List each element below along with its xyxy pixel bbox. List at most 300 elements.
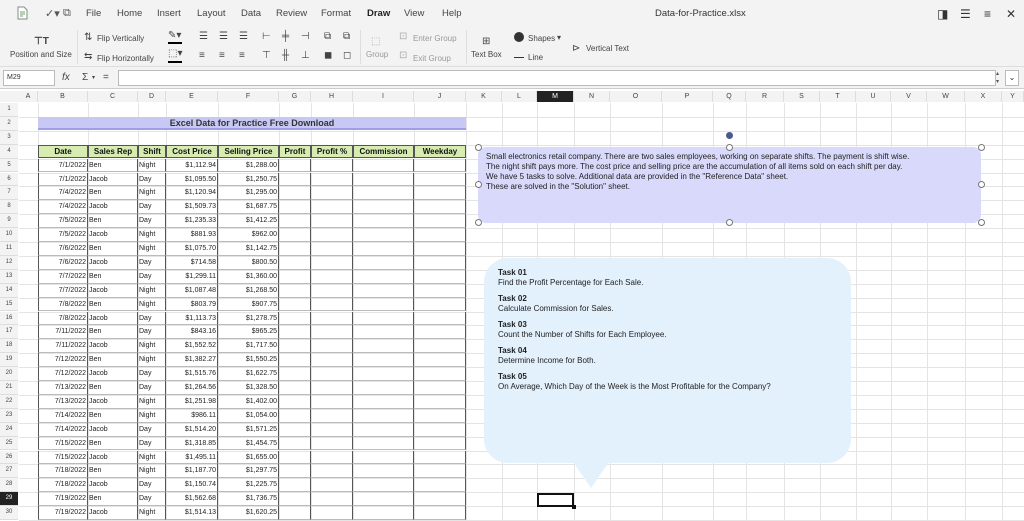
column-header[interactable]: K [466,91,502,102]
resize-handle[interactable] [475,181,482,188]
group-button[interactable]: Group [366,50,389,59]
flip-vertically-button[interactable]: Flip Vertically [97,34,145,43]
column-header[interactable]: O [610,91,662,102]
name-box[interactable]: M29 [3,70,55,86]
line-button[interactable]: Line [528,53,544,62]
table-cell[interactable]: Ben [88,381,138,395]
table-cell[interactable]: 7/8/2022 [38,298,88,312]
table-cell[interactable]: Ben [88,464,138,478]
table-cell[interactable] [414,284,466,298]
row-header[interactable]: 2 [0,117,18,131]
table-cell[interactable]: $965.25 [218,325,279,339]
expand-formula-icon[interactable]: ⌄ [1005,70,1019,86]
align-bottom-icon[interactable]: ⊥ [301,50,310,61]
resize-handle[interactable] [726,144,733,151]
align-left-text-icon[interactable]: ≡ [199,50,205,61]
table-cell[interactable] [353,339,414,353]
table-cell[interactable] [279,284,311,298]
formula-input[interactable] [118,70,996,86]
table-cell[interactable]: 7/12/2022 [38,353,88,367]
table-cell[interactable]: $1,620.25 [218,506,279,520]
table-cell[interactable] [353,312,414,326]
table-cell[interactable] [414,409,466,423]
column-header[interactable]: I [353,91,414,102]
table-cell[interactable] [279,478,311,492]
table-cell[interactable]: $1,142.75 [218,242,279,256]
table-cell[interactable] [353,437,414,451]
table-cell[interactable]: Jacob [88,339,138,353]
table-cell[interactable]: 7/12/2022 [38,367,88,381]
table-cell[interactable]: $1,235.33 [166,214,218,228]
table-cell[interactable] [414,214,466,228]
column-header[interactable]: V [891,91,927,102]
table-cell[interactable] [353,200,414,214]
table-cell[interactable]: $1,225.75 [218,478,279,492]
vertical-text-icon[interactable]: ⊳ [572,43,581,54]
row-header[interactable]: 28 [0,478,18,492]
table-cell[interactable] [353,186,414,200]
row-header[interactable]: 15 [0,298,18,312]
table-cell[interactable]: Day [138,423,166,437]
table-cell[interactable]: Day [138,325,166,339]
table-cell[interactable] [353,478,414,492]
selected-cell-cursor[interactable] [537,493,574,507]
table-cell[interactable]: Ben [88,353,138,367]
row-header[interactable]: 20 [0,367,18,381]
select-all-corner[interactable] [0,91,19,102]
table-cell[interactable]: $1,736.75 [218,492,279,506]
table-cell[interactable]: $1,562.68 [166,492,218,506]
table-cell[interactable] [279,325,311,339]
table-cell[interactable] [311,228,353,242]
column-header[interactable]: C [88,91,138,102]
send-to-back-icon[interactable]: ◻ [343,50,352,61]
table-cell[interactable] [353,325,414,339]
table-cell[interactable] [279,159,311,173]
table-cell[interactable] [353,451,414,465]
menu-review[interactable]: Review [276,8,308,19]
table-cell[interactable] [353,228,414,242]
table-cell[interactable]: Ben [88,437,138,451]
align-center-icon[interactable]: ╪ [282,31,290,42]
table-cell[interactable] [414,186,466,200]
table-cell[interactable] [414,325,466,339]
table-cell[interactable] [279,464,311,478]
table-cell[interactable]: Day [138,256,166,270]
table-cell[interactable] [279,242,311,256]
table-cell[interactable]: 7/14/2022 [38,409,88,423]
tasks-callout-shape[interactable] [484,258,851,463]
enter-group-button[interactable]: Enter Group [413,34,457,43]
shapes-button[interactable]: Shapes [528,34,556,43]
shapes-icon[interactable] [514,32,524,42]
table-cell[interactable]: $1,509.73 [166,200,218,214]
flip-horizontally-button[interactable]: Flip Horizontally [97,54,154,63]
column-header[interactable]: F [218,91,279,102]
column-header[interactable]: R [746,91,784,102]
menu-draw[interactable]: Draw [367,8,391,19]
formula-spinner-icon[interactable]: ▴ ▾ [996,71,1000,85]
table-cell[interactable]: $1,622.75 [218,367,279,381]
table-cell[interactable]: $1,299.11 [166,270,218,284]
table-cell[interactable] [353,159,414,173]
function-wizard-icon[interactable]: fx [62,72,70,83]
table-cell[interactable]: Night [138,228,166,242]
info-text-shape[interactable] [478,147,981,223]
column-header[interactable]: E [166,91,218,102]
table-cell[interactable] [279,381,311,395]
table-cell[interactable]: Night [138,395,166,409]
table-cell[interactable] [279,423,311,437]
menu-view[interactable]: View [404,8,425,19]
table-header-cell[interactable]: Sales Rep [88,145,138,158]
table-cell[interactable]: Night [138,464,166,478]
table-cell[interactable]: Day [138,200,166,214]
align-bottom-text-icon[interactable]: ☰ [239,31,248,42]
sidebar-toggle-icon[interactable]: ◨ [937,7,949,21]
table-cell[interactable] [414,437,466,451]
table-cell[interactable]: Day [138,492,166,506]
table-cell[interactable] [311,242,353,256]
table-cell[interactable]: $1,717.50 [218,339,279,353]
table-cell[interactable] [279,186,311,200]
table-cell[interactable]: Night [138,242,166,256]
table-cell[interactable] [414,367,466,381]
table-cell[interactable] [311,312,353,326]
table-cell[interactable]: Day [138,173,166,187]
menu-data[interactable]: Data [241,8,262,19]
table-cell[interactable] [414,478,466,492]
table-cell[interactable] [311,367,353,381]
table-cell[interactable]: $1,402.00 [218,395,279,409]
table-cell[interactable]: $1,360.00 [218,270,279,284]
table-cell[interactable]: $1,187.70 [166,464,218,478]
bring-forward-icon[interactable]: ⧉ [324,31,332,42]
table-cell[interactable]: 7/18/2022 [38,464,88,478]
table-cell[interactable]: $1,251.98 [166,395,218,409]
table-cell[interactable] [279,298,311,312]
column-header[interactable]: S [784,91,820,102]
table-cell[interactable] [414,173,466,187]
enter-group-icon[interactable]: ⊡ [399,31,408,42]
table-cell[interactable] [353,506,414,520]
table-cell[interactable]: Jacob [88,200,138,214]
table-cell[interactable] [353,353,414,367]
flip-vertical-icon[interactable]: ⇅ [84,32,93,43]
external-link-icon[interactable]: ⧉ [63,7,71,19]
table-cell[interactable] [353,242,414,256]
table-cell[interactable] [279,506,311,520]
table-cell[interactable] [279,173,311,187]
table-cell[interactable] [414,451,466,465]
table-cell[interactable]: Jacob [88,367,138,381]
table-cell[interactable]: Night [138,339,166,353]
table-cell[interactable] [414,298,466,312]
table-cell[interactable]: Jacob [88,256,138,270]
table-cell[interactable] [414,339,466,353]
row-header[interactable]: 23 [0,409,18,423]
table-cell[interactable] [353,395,414,409]
table-cell[interactable] [279,200,311,214]
table-cell[interactable]: 7/11/2022 [38,325,88,339]
table-cell[interactable] [311,284,353,298]
formula-equals-icon[interactable]: = [103,72,109,83]
table-cell[interactable] [353,270,414,284]
row-header[interactable]: 10 [0,228,18,242]
table-cell[interactable]: $1,655.00 [218,451,279,465]
row-header[interactable]: 6 [0,173,18,187]
group-icon[interactable]: ⬚ [371,36,381,47]
column-header[interactable]: Y [1002,91,1024,102]
table-cell[interactable]: $1,113.73 [166,312,218,326]
table-cell[interactable] [414,381,466,395]
sum-dropdown-icon[interactable]: ▾ [92,75,96,81]
table-cell[interactable] [414,270,466,284]
resize-handle[interactable] [978,144,985,151]
table-cell[interactable] [311,451,353,465]
row-header[interactable]: 14 [0,284,18,298]
table-cell[interactable]: $1,454.75 [218,437,279,451]
text-box-button[interactable]: Text Box [471,50,502,59]
row-header[interactable]: 29 [0,492,18,506]
table-header-cell[interactable]: Weekday [414,145,466,158]
table-cell[interactable]: 7/4/2022 [38,186,88,200]
table-cell[interactable]: Ben [88,325,138,339]
table-cell[interactable]: $1,550.25 [218,353,279,367]
column-header[interactable]: Q [713,91,746,102]
table-cell[interactable]: $1,075.70 [166,242,218,256]
table-cell[interactable] [311,270,353,284]
column-header[interactable]: M [537,91,574,102]
table-cell[interactable]: Night [138,298,166,312]
table-cell[interactable] [353,173,414,187]
table-cell[interactable] [311,492,353,506]
table-cell[interactable]: Ben [88,186,138,200]
column-header[interactable]: W [927,91,965,102]
menu-insert[interactable]: Insert [157,8,181,19]
checkmark-icon[interactable]: ✓▾ [45,8,60,20]
table-cell[interactable]: Night [138,353,166,367]
align-center-text-icon[interactable]: ≡ [219,50,225,61]
table-cell[interactable] [279,492,311,506]
table-cell[interactable]: $1,250.75 [218,173,279,187]
row-header[interactable]: 19 [0,353,18,367]
column-header[interactable]: U [856,91,891,102]
table-cell[interactable]: $907.75 [218,298,279,312]
flip-horizontal-icon[interactable]: ⇆ [84,51,93,62]
line-icon[interactable] [514,57,524,58]
table-cell[interactable]: Ben [88,492,138,506]
table-cell[interactable]: $1,297.75 [218,464,279,478]
column-header[interactable]: T [820,91,856,102]
table-cell[interactable]: Jacob [88,478,138,492]
table-cell[interactable]: Night [138,506,166,520]
table-cell[interactable] [279,312,311,326]
resize-handle[interactable] [978,219,985,226]
table-cell[interactable]: $1,514.20 [166,423,218,437]
row-header[interactable]: 21 [0,381,18,395]
table-cell[interactable]: 7/7/2022 [38,284,88,298]
vertical-text-button[interactable]: Vertical Text [586,44,629,53]
table-cell[interactable]: $1,150.74 [166,478,218,492]
table-cell[interactable] [279,339,311,353]
table-cell[interactable]: Ben [88,270,138,284]
table-cell[interactable] [311,325,353,339]
bring-to-front-icon[interactable]: ◼ [324,50,333,61]
table-cell[interactable]: $1,054.00 [218,409,279,423]
table-cell[interactable] [279,437,311,451]
table-cell[interactable]: 7/5/2022 [38,214,88,228]
table-cell[interactable]: 7/14/2022 [38,423,88,437]
table-cell[interactable]: Day [138,478,166,492]
table-cell[interactable]: Jacob [88,395,138,409]
table-cell[interactable]: $803.79 [166,298,218,312]
table-cell[interactable]: $1,112.94 [166,159,218,173]
exit-group-button[interactable]: Exit Group [413,54,451,63]
column-header[interactable]: A [19,91,38,102]
table-cell[interactable] [311,339,353,353]
column-header[interactable]: J [414,91,466,102]
column-header[interactable]: G [279,91,311,102]
position-size-icon[interactable]: ⊤T [34,36,49,47]
table-cell[interactable]: $1,382.27 [166,353,218,367]
table-cell[interactable]: $1,515.76 [166,367,218,381]
table-cell[interactable]: $1,687.75 [218,200,279,214]
table-cell[interactable] [414,312,466,326]
table-header-cell[interactable]: Profit [279,145,311,158]
table-cell[interactable] [414,423,466,437]
table-cell[interactable] [311,506,353,520]
table-cell[interactable] [311,159,353,173]
table-cell[interactable]: 7/6/2022 [38,256,88,270]
row-header[interactable]: 16 [0,312,18,326]
table-cell[interactable] [311,200,353,214]
table-cell[interactable] [279,270,311,284]
table-cell[interactable]: 7/4/2022 [38,200,88,214]
table-cell[interactable]: 7/19/2022 [38,506,88,520]
table-cell[interactable]: $1,264.56 [166,381,218,395]
send-backward-icon[interactable]: ⧉ [343,31,351,42]
table-cell[interactable] [311,353,353,367]
table-cell[interactable]: Night [138,159,166,173]
column-header[interactable]: X [965,91,1002,102]
table-cell[interactable]: Day [138,367,166,381]
column-header[interactable]: N [574,91,610,102]
table-cell[interactable] [353,423,414,437]
align-right-icon[interactable]: ⊣ [301,31,310,42]
resize-handle[interactable] [978,181,985,188]
row-header[interactable]: 8 [0,200,18,214]
resize-handle[interactable] [475,219,482,226]
table-cell[interactable]: 7/13/2022 [38,395,88,409]
table-cell[interactable] [311,298,353,312]
row-header[interactable]: 3 [0,131,18,145]
table-cell[interactable]: $1,495.11 [166,451,218,465]
table-cell[interactable]: Ben [88,214,138,228]
table-cell[interactable]: $1,095.50 [166,173,218,187]
table-cell[interactable] [311,409,353,423]
table-cell[interactable] [311,186,353,200]
table-cell[interactable]: $1,120.94 [166,186,218,200]
row-header[interactable]: 12 [0,256,18,270]
table-cell[interactable] [311,256,353,270]
table-cell[interactable]: 7/1/2022 [38,159,88,173]
table-cell[interactable]: Day [138,270,166,284]
shapes-dropdown-icon[interactable]: ▾ [557,33,562,42]
table-cell[interactable]: $1,514.13 [166,506,218,520]
table-cell[interactable]: 7/11/2022 [38,339,88,353]
table-cell[interactable]: $843.16 [166,325,218,339]
table-header-cell[interactable]: Shift [138,145,166,158]
align-left-icon[interactable]: ⊢ [262,31,271,42]
table-cell[interactable]: Jacob [88,228,138,242]
fill-color-icon[interactable]: ⬚▾ [168,48,183,59]
table-cell[interactable] [311,478,353,492]
table-cell[interactable]: $986.11 [166,409,218,423]
table-cell[interactable]: $1,278.75 [218,312,279,326]
table-cell[interactable]: Ben [88,298,138,312]
row-header[interactable]: 22 [0,395,18,409]
table-cell[interactable]: $962.00 [218,228,279,242]
table-cell[interactable]: Jacob [88,284,138,298]
table-cell[interactable] [279,395,311,409]
align-middle-icon[interactable]: ╫ [282,50,290,61]
table-cell[interactable]: Jacob [88,451,138,465]
table-cell[interactable]: $1,318.85 [166,437,218,451]
row-header[interactable]: 4 [0,145,18,159]
table-cell[interactable] [414,353,466,367]
table-cell[interactable] [311,423,353,437]
table-cell[interactable]: Ben [88,159,138,173]
table-cell[interactable]: Night [138,186,166,200]
row-header[interactable]: 17 [0,325,18,339]
row-header[interactable]: 9 [0,214,18,228]
table-cell[interactable] [414,395,466,409]
table-cell[interactable]: Day [138,381,166,395]
menu-help[interactable]: Help [442,8,462,19]
table-cell[interactable]: Night [138,284,166,298]
table-header-cell[interactable]: Profit % [311,145,353,158]
resize-handle[interactable] [726,219,733,226]
table-cell[interactable]: $800.50 [218,256,279,270]
table-cell[interactable] [353,256,414,270]
table-cell[interactable] [311,395,353,409]
table-cell[interactable] [279,228,311,242]
table-cell[interactable] [311,173,353,187]
table-cell[interactable]: 7/13/2022 [38,381,88,395]
table-header-cell[interactable]: Date [38,145,88,158]
table-cell[interactable] [414,464,466,478]
align-top-text-icon[interactable]: ☰ [199,31,208,42]
table-cell[interactable]: $1,552.52 [166,339,218,353]
table-cell[interactable]: Night [138,409,166,423]
table-cell[interactable]: 7/6/2022 [38,242,88,256]
table-cell[interactable] [353,214,414,228]
text-box-icon[interactable]: ⊞ [482,36,491,47]
table-cell[interactable]: $1,087.48 [166,284,218,298]
column-header[interactable]: P [662,91,713,102]
table-cell[interactable]: $1,288.00 [218,159,279,173]
table-cell[interactable]: $881.93 [166,228,218,242]
table-cell[interactable]: Ben [88,409,138,423]
table-cell[interactable] [311,437,353,451]
table-header-cell[interactable]: Selling Price [218,145,279,158]
table-cell[interactable] [353,284,414,298]
row-header[interactable]: 25 [0,437,18,451]
table-cell[interactable] [279,409,311,423]
sum-icon[interactable]: Σ [82,72,89,83]
row-header[interactable]: 30 [0,506,18,520]
